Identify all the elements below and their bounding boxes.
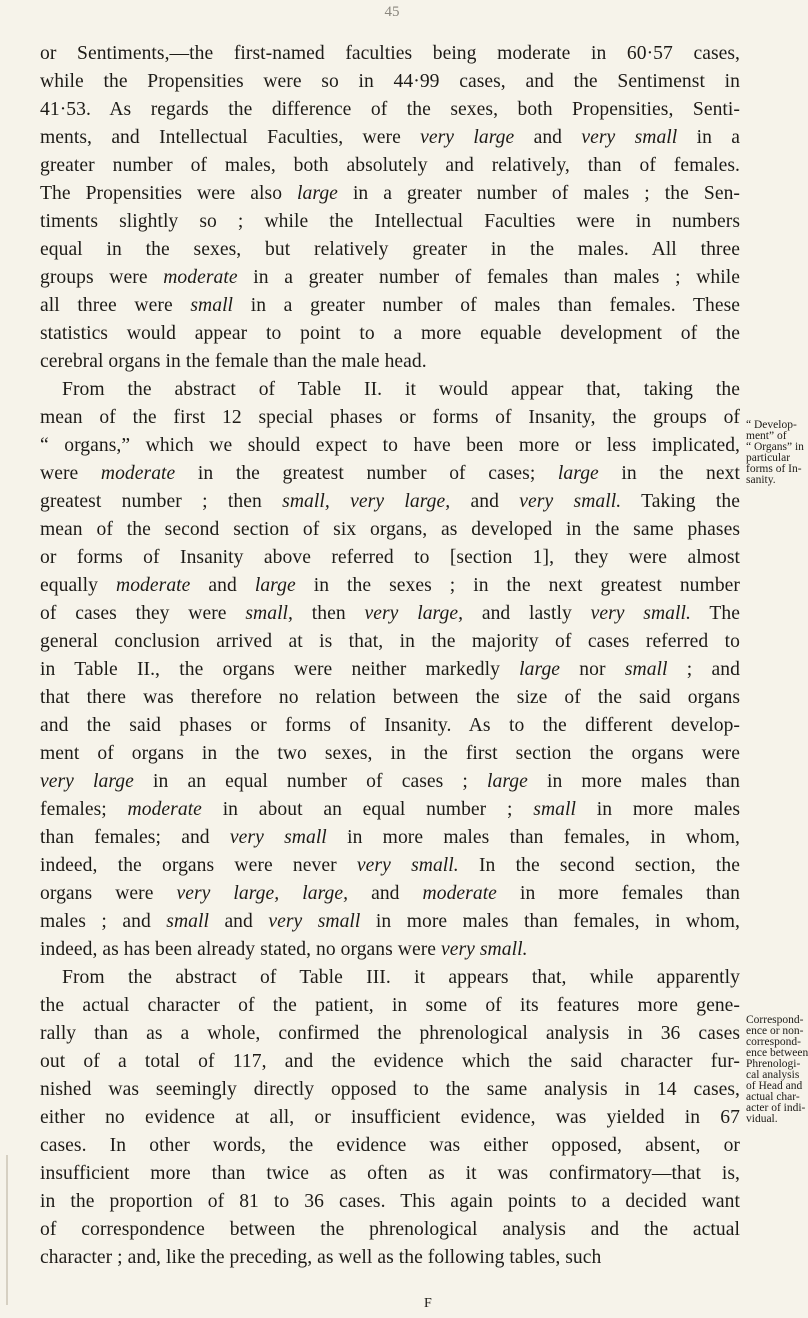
text-line bbox=[40, 516, 740, 544]
text-line bbox=[40, 684, 740, 712]
text-run: all three were bbox=[40, 295, 191, 316]
text-line bbox=[40, 376, 740, 404]
text-run: statistics would appear to point to a more equable development of the bbox=[40, 323, 740, 344]
text-run: that there was therefore no relation between the size of the said organs bbox=[40, 687, 740, 708]
text-run: and the said phases or forms of Insanity. As to the different develop- bbox=[40, 715, 740, 736]
margin-note-correspondence bbox=[746, 1014, 808, 1125]
text-line bbox=[40, 824, 740, 852]
italic-text: very small bbox=[268, 911, 361, 932]
text-run: females; bbox=[40, 799, 128, 820]
text-run: indeed, as has been already stated, no organs were bbox=[40, 939, 441, 960]
text-line bbox=[40, 656, 740, 684]
text-line bbox=[40, 348, 740, 376]
text-run: From the abstract of Table III. it appears that, while apparently bbox=[62, 967, 740, 988]
text-run: and bbox=[208, 911, 269, 932]
text-run: out of a total of 117, and the evidence which the said character fur- bbox=[40, 1051, 740, 1072]
italic-text: large bbox=[254, 575, 296, 596]
text-line bbox=[40, 1160, 740, 1188]
text-line bbox=[40, 544, 740, 572]
text-run: in more males than females, in whom, bbox=[326, 827, 740, 848]
margin-note-line: Phrenologi- bbox=[746, 1058, 801, 1070]
italic-text: moderate bbox=[100, 463, 176, 484]
text-run: equally bbox=[40, 575, 117, 596]
text-run: than females; and bbox=[40, 827, 230, 848]
text-run: in Table II., the organs were neither markedly bbox=[40, 659, 520, 680]
italic-text: very small. bbox=[356, 855, 459, 876]
text-run: cerebral organs in the female than the male head. bbox=[40, 351, 427, 372]
text-line bbox=[40, 264, 740, 292]
text-line bbox=[40, 1048, 740, 1076]
text-line bbox=[40, 40, 740, 68]
text-run: rally than as a whole, confirmed the phrenological analysis in 36 cases bbox=[40, 1023, 740, 1044]
text-run: then bbox=[293, 603, 365, 624]
italic-text: very small. bbox=[590, 603, 691, 624]
margin-note-line: “ Develop- bbox=[746, 419, 797, 431]
text-line bbox=[40, 460, 740, 488]
text-run: in an equal number of cases ; bbox=[133, 771, 487, 792]
italic-text: small bbox=[190, 295, 234, 316]
text-run: mean of the first 12 special phases or forms of Insanity, the groups of bbox=[40, 407, 740, 428]
text-run: 41·53. As regards the difference of the sexes, both Propensities, Senti- bbox=[40, 99, 740, 120]
text-line bbox=[40, 124, 740, 152]
text-line bbox=[40, 1244, 740, 1272]
text-run: organs were bbox=[40, 883, 177, 904]
italic-text: very large, large, bbox=[176, 883, 349, 904]
margin-note-line: particular bbox=[746, 452, 791, 464]
text-run: while the Propensities were so in 44·99 cases, and the Sentimenst in bbox=[40, 71, 740, 92]
italic-text: very small. bbox=[519, 491, 622, 512]
text-run: nished was seemingly directly opposed to the same analysis in 14 cases, bbox=[40, 1079, 740, 1100]
text-line bbox=[40, 1020, 740, 1048]
text-line bbox=[40, 628, 740, 656]
body-text bbox=[40, 40, 740, 1272]
text-run: and lastly bbox=[463, 603, 591, 624]
text-run: “ organs,” which we should expect to have been more or less implicated, bbox=[40, 435, 740, 456]
text-line bbox=[40, 1188, 740, 1216]
italic-text: moderate bbox=[422, 883, 497, 904]
text-line bbox=[40, 292, 740, 320]
text-run: The bbox=[690, 603, 740, 624]
text-run: mean of the second section of six organs, as developed in the same phases bbox=[40, 519, 740, 540]
text-run: in more males than bbox=[527, 771, 740, 792]
text-line bbox=[40, 152, 740, 180]
italic-text: very small bbox=[581, 127, 678, 148]
text-run: in the sexes ; in the next greatest number bbox=[295, 575, 740, 596]
italic-text: small, bbox=[245, 603, 294, 624]
text-run: of cases they were bbox=[40, 603, 246, 624]
text-run: either no evidence at all, or insufficient evidence, was yielded in 67 bbox=[40, 1107, 740, 1128]
text-run: ments, and Intellectual Faculties, were bbox=[40, 127, 421, 148]
text-run: timents slightly so ; while the Intellectual Faculties were in numbers bbox=[40, 211, 740, 232]
margin-note-line: Correspond- bbox=[746, 1014, 804, 1026]
text-run: in a greater number of males ; the Sen- bbox=[337, 183, 741, 204]
text-run: the actual character of the patient, in some of its features more gene- bbox=[40, 995, 740, 1016]
margin-note-development-of-organs bbox=[746, 420, 802, 486]
text-run: in a greater number of females than males ; while bbox=[237, 267, 740, 288]
text-run: groups were bbox=[40, 267, 164, 288]
italic-text: small, very large, bbox=[282, 491, 451, 512]
italic-text: very large, bbox=[364, 603, 464, 624]
text-line bbox=[40, 880, 740, 908]
margin-note-line: ence or non- bbox=[746, 1025, 804, 1037]
text-line bbox=[40, 1076, 740, 1104]
text-run: of correspondence between the phrenological analysis and the actual bbox=[40, 1219, 740, 1240]
text-run: in more females than bbox=[496, 883, 740, 904]
text-run: and bbox=[450, 491, 520, 512]
text-run: nor bbox=[560, 659, 625, 680]
margin-note-line: sanity. bbox=[746, 474, 776, 486]
text-run: in more males than females, in whom, bbox=[360, 911, 741, 932]
italic-text: moderate bbox=[163, 267, 238, 288]
margin-note-line: actual char- bbox=[746, 1091, 800, 1103]
text-line bbox=[40, 1132, 740, 1160]
text-line bbox=[40, 768, 740, 796]
text-run: in the proportion of 81 to 36 cases. This again points to a decided want bbox=[40, 1191, 740, 1212]
text-line bbox=[40, 1104, 740, 1132]
text-run: in a greater number of males than females. These bbox=[233, 295, 741, 316]
italic-text: moderate bbox=[116, 575, 191, 596]
text-line bbox=[40, 320, 740, 348]
italic-text: large bbox=[487, 771, 528, 792]
text-line bbox=[40, 572, 740, 600]
page-edge-shadow bbox=[6, 1155, 8, 1305]
text-run: or Sentiments,—the first-named faculties being moderate in 60·57 cases, bbox=[40, 43, 740, 64]
italic-text: small bbox=[533, 799, 576, 820]
text-run: character ; and, like the preceding, as well as the following tables, such bbox=[40, 1247, 602, 1268]
signature-mark: F bbox=[424, 1296, 432, 1311]
text-run: Taking the bbox=[621, 491, 740, 512]
text-line bbox=[40, 992, 740, 1020]
margin-note-line: cal analysis bbox=[746, 1069, 800, 1081]
text-run: The Propensities were also bbox=[40, 183, 298, 204]
text-line bbox=[40, 1216, 740, 1244]
text-line bbox=[40, 796, 740, 824]
italic-text: small bbox=[624, 659, 668, 680]
margin-note-line: “ Organs” in bbox=[746, 441, 804, 453]
margin-note-line: of Head and bbox=[746, 1080, 803, 1092]
text-run: in about an equal number ; bbox=[201, 799, 534, 820]
margin-note-line: acter of indi- bbox=[746, 1102, 806, 1114]
text-line bbox=[40, 936, 740, 964]
text-run: greatest number ; then bbox=[40, 491, 283, 512]
text-line bbox=[40, 712, 740, 740]
text-line bbox=[40, 852, 740, 880]
text-run: and bbox=[348, 883, 423, 904]
italic-text: large bbox=[519, 659, 561, 680]
text-run: ; and bbox=[667, 659, 740, 680]
text-run: in a bbox=[677, 127, 741, 148]
text-line bbox=[40, 236, 740, 264]
text-run: in more males bbox=[575, 799, 740, 820]
text-run: general conclusion arrived at is that, in the majority of cases referred to bbox=[40, 631, 740, 652]
text-run: In the second section, the bbox=[458, 855, 740, 876]
margin-note-line: ment” of bbox=[746, 430, 787, 442]
text-run: males ; and bbox=[40, 911, 167, 932]
text-run: and bbox=[514, 127, 582, 148]
text-line bbox=[40, 908, 740, 936]
text-line bbox=[40, 180, 740, 208]
margin-note-line: vidual. bbox=[746, 1113, 778, 1125]
italic-text: very large bbox=[40, 771, 134, 792]
text-line bbox=[40, 740, 740, 768]
text-run: equal in the sexes, but relatively greater in the males. All three bbox=[40, 239, 740, 260]
margin-note-line: correspond- bbox=[746, 1036, 801, 1048]
page-number: 45 bbox=[384, 4, 400, 20]
text-run: in the next bbox=[598, 463, 740, 484]
text-run: greater number of males, both absolutely and relatively, than of females. bbox=[40, 155, 740, 176]
italic-text: small bbox=[166, 911, 209, 932]
text-run: ment of organs in the two sexes, in the first section the organs were bbox=[40, 743, 740, 764]
text-line bbox=[40, 96, 740, 124]
text-run: cases. In other words, the evidence was either opposed, absent, or bbox=[40, 1135, 740, 1156]
italic-text: large bbox=[297, 183, 338, 204]
text-run: insufficient more than twice as often as it was confirmatory—that is, bbox=[40, 1163, 740, 1184]
text-line bbox=[40, 208, 740, 236]
text-run: were bbox=[40, 463, 101, 484]
text-line bbox=[40, 600, 740, 628]
text-run: in the greatest number of cases; bbox=[175, 463, 558, 484]
text-line bbox=[40, 432, 740, 460]
italic-text: very small bbox=[229, 827, 327, 848]
margin-note-line: forms of In- bbox=[746, 463, 802, 475]
text-run: From the abstract of Table II. it would appear that, taking the bbox=[62, 379, 740, 400]
italic-text: very large bbox=[420, 127, 515, 148]
text-run: indeed, the organs were never bbox=[40, 855, 357, 876]
italic-text: large bbox=[557, 463, 599, 484]
text-line bbox=[40, 68, 740, 96]
text-run: or forms of Insanity above referred to [section 1], they were almost bbox=[40, 547, 740, 568]
text-line bbox=[40, 404, 740, 432]
text-run: and bbox=[190, 575, 255, 596]
italic-text: moderate bbox=[127, 799, 202, 820]
text-line bbox=[40, 488, 740, 516]
margin-note-line: ence between bbox=[746, 1047, 808, 1059]
text-line bbox=[40, 964, 740, 992]
italic-text: very small. bbox=[441, 939, 528, 960]
